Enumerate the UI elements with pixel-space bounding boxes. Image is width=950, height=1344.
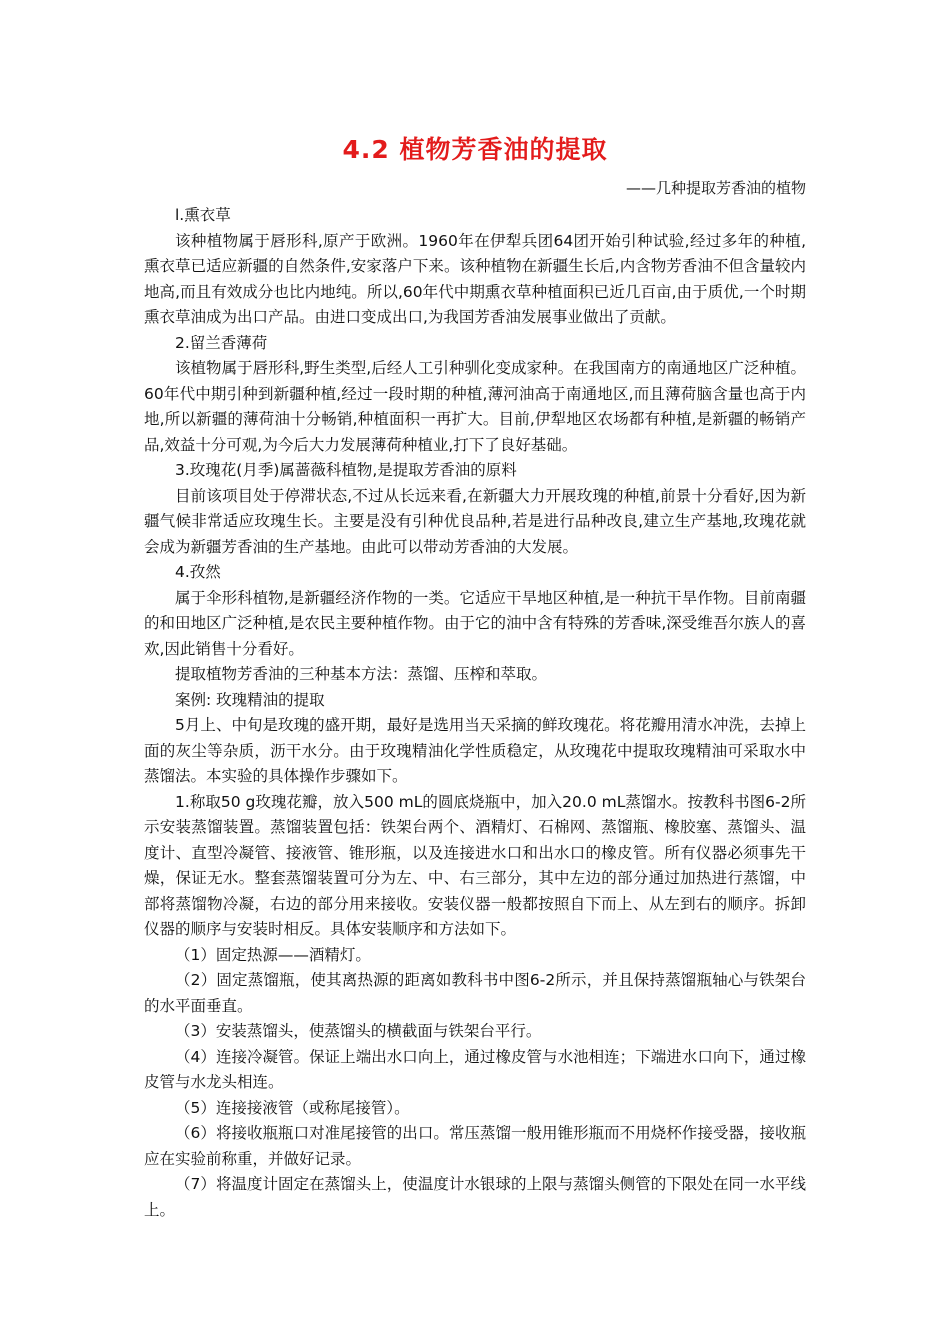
section-text-spearmint: 该植物属于唇形科,野生类型,后经人工引种驯化变成家种。在我国南方的南通地区广泛种植。60年代中期引种到新疆种植,经过一段时期的种植,薄河油高于南通地区,而且薄荷脑含量也高于内地,所以新疆的薄荷油十分畅销,种植面积一再扩大。目前,伊犁地区农场都有种植,是新疆的畅销产品,效益十分可观,为今后大力发展薄荷种植业,打下了良好基础。 xyxy=(144,359,806,454)
section-heading-spearmint: 2.留兰香薄荷 xyxy=(175,333,268,352)
step-1: 1.称取50 g玫瑰花瓣，放入500 mL的圆底烧瓶中，加入20.0 mL蒸馏水。按教科书图6-2所示安装蒸馏装置。蒸馏装置包括：铁架台两个、酒精灯、石棉网、蒸馏瓶、橡胶塞、蒸馏头、温度计、直型冷凝管、接液管、锥形瓶，以及连接进水口和出水口的橡皮管。所有仪器必须事先干燥，保证无水。整套蒸馏装置可分为左、中、右三部分，其中左边的部分通过加热进行蒸馏，中部将蒸馏物冷凝，右边的部分用来接收。安装仪器一般都按照自下而上、从左到右的顺序。拆卸仪器的顺序与安装时相反。具体安装顺序和方法如下。 xyxy=(144,792,806,938)
section-text-cumin: 属于伞形科植物,是新疆经济作物的一类。它适应干旱地区种植,是一种抗干旱作物。目前南疆的和田地区广泛种植,是农民主要种植作物。由于它的油中含有特殊的芳香味,深受维吾尔族人的喜欢,因此销售十分看好。 xyxy=(144,588,806,658)
section-heading-cumin: 4.孜然 xyxy=(175,563,221,581)
section-text-lavender: 该种植物属于唇形科,原产于欧洲。1960年在伊犁兵团64团开始引种试验,经过多年的种植,熏衣草已适应新疆的自然条件,安家落户下来。该种植物在新疆生长后,内含物芳香油不但含量较内地高,而且有效成分也比内地纯。所以,60年代中期熏衣草种植面积已近几百亩,由于质优,一个时期熏衣草油成为出口产品。由进口变成出口,为我国芳香油发展事业做出了贡献。 xyxy=(144,231,806,326)
substep-2: （2）固定蒸馏瓶，使其离热源的距离如教科书中图6-2所示，并且保持蒸馏瓶轴心与铁架台的水平面垂直。 xyxy=(144,971,806,1015)
page-title: 4.2 植物芳香油的提取 xyxy=(342,135,608,164)
substep-7: （7）将温度计固定在蒸馏头上，使温度计水银球的上限与蒸馏头侧管的下限处在同一水平线上。 xyxy=(144,1175,806,1219)
document-body xyxy=(144,203,806,1223)
substep-3: （3）安装蒸馏头，使蒸馏头的横截面与铁架台平行。 xyxy=(175,1022,542,1040)
section-heading-rose: 3.玫瑰花(月季)属蔷薇科植物,是提取芳香油的原料 xyxy=(175,461,517,479)
case-intro: 5月上、中旬是玫瑰的盛开期，最好是选用当天采摘的鲜玫瑰花。将花瓣用清水冲洗，去掉上面的灰尘等杂质，沥干水分。由于玫瑰精油化学性质稳定，从玫瑰花中提取玫瑰精油可采取水中蒸馏法。本实验的具体操作步骤如下。 xyxy=(144,716,806,785)
case-heading: 案例: 玫瑰精油的提取 xyxy=(175,690,325,709)
substep-6: （6）将接收瓶瓶口对准尾接管的出口。常压蒸馏一般用锥形瓶而不用烧杯作接受器，接收瓶应在实验前称重，并做好记录。 xyxy=(144,1124,806,1168)
page-subtitle: ——几种提取芳香油的植物 xyxy=(625,179,806,197)
substep-1: （1）固定热源——酒精灯。 xyxy=(175,945,371,964)
substep-4: （4）连接冷凝管。保证上端出水口向上，通过橡皮管与水池相连；下端进水口向下，通过橡皮管与水龙头相连。 xyxy=(144,1047,806,1091)
substep-5: （5）连接接液管（或称尾接管）。 xyxy=(175,1098,410,1117)
section-heading-lavender: l.熏衣草 xyxy=(175,206,231,224)
section-text-rose: 目前该项目处于停滞状态,不过从长远来看,在新疆大力开展玫瑰的种植,前景十分看好,因为新疆气候非常适应玫瑰生长。主要是没有引种优良品种,若是进行品种改良,建立生产基地,玫瑰花就会成为新疆芳香油的生产基地。由此可以带动芳香油的大发展。 xyxy=(144,486,806,556)
methods-line: 提取植物芳香油的三种基本方法：蒸馏、压榨和萃取。 xyxy=(175,665,548,683)
